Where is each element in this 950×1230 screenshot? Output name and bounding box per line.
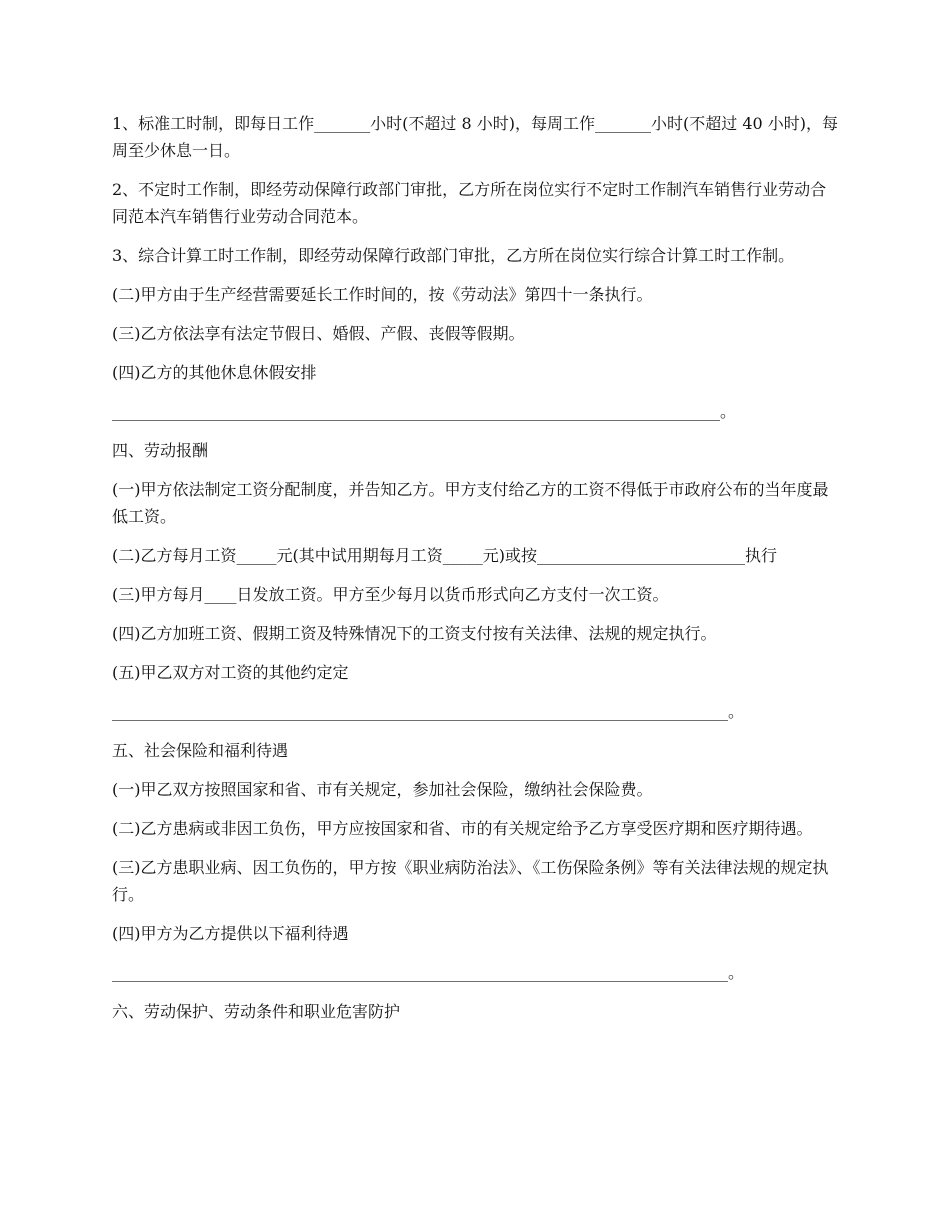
clause-occupational-disease: (三)乙方患职业病、因工负伤的，甲方按《职业病防治法》、《工伤保险条例》等有关法律法规的规定执行。 [112, 858, 829, 904]
fill-in-line: _____________________________________________________________________________。 [112, 702, 744, 721]
clause-payday: (三)甲方每月____日发放工资。甲方至少每月以货币形式向乙方支付一次工资。 [112, 585, 669, 604]
clause-monthly-wage: (二)乙方每月工资_____元(其中试用期每月工资_____元)或按__________________________执行 [112, 546, 777, 565]
document-body [112, 110, 840, 1037]
clause-comprehensive-hours: 3、综合计算工时工作制，即经劳动保障行政部门审批，乙方所在岗位实行综合计算工时工作制。 [112, 246, 795, 265]
clause-holidays: (三)乙方依法享有法定节假日、婚假、产假、丧假等假期。 [112, 324, 525, 343]
clause-standard-hours: 1、标准工时制，即每日工作_______小时(不超过 8 小时)，每周工作_______小时(不超过 40 小时)，每周至少休息一日。 [112, 114, 839, 160]
clause-flexible-hours: 2、不定时工作制，即经劳动保障行政部门审批，乙方所在岗位实行不定时工作制汽车销售行业劳动合同范本汽车销售行业劳动合同范本。 [112, 180, 827, 226]
fill-in-line: _____________________________________________________________________________。 [112, 963, 744, 982]
section-heading-labor-protection: 六、劳动保护、劳动条件和职业危害防护 [112, 1002, 401, 1021]
fill-in-line: ____________________________________________________________________________。 [112, 402, 736, 421]
section-heading-remuneration: 四、劳动报酬 [112, 441, 209, 460]
clause-overtime-pay: (四)乙方加班工资、假期工资及特殊情况下的工资支付按有关法律、法规的规定执行。 [112, 624, 717, 643]
clause-welfare-benefits: (四)甲方为乙方提供以下福利待遇 [112, 924, 349, 943]
clause-wage-system: (一)甲方依法制定工资分配制度，并告知乙方。甲方支付给乙方的工资不得低于市政府公布的当年度最低工资。 [112, 480, 829, 526]
clause-medical-period: (二)乙方患病或非因工负伤，甲方应按国家和省、市的有关规定给予乙方享受医疗期和医疗期待遇。 [112, 819, 813, 838]
clause-other-leave: (四)乙方的其他休息休假安排 [112, 363, 317, 382]
section-heading-social-insurance: 五、社会保险和福利待遇 [112, 741, 289, 760]
clause-other-wage-terms: (五)甲乙双方对工资的其他约定定 [112, 663, 349, 682]
clause-social-insurance: (一)甲乙双方按照国家和省、市有关规定，参加社会保险，缴纳社会保险费。 [112, 780, 653, 799]
clause-overtime: (二)甲方由于生产经营需要延长工作时间的，按《劳动法》第四十一条执行。 [112, 285, 653, 304]
